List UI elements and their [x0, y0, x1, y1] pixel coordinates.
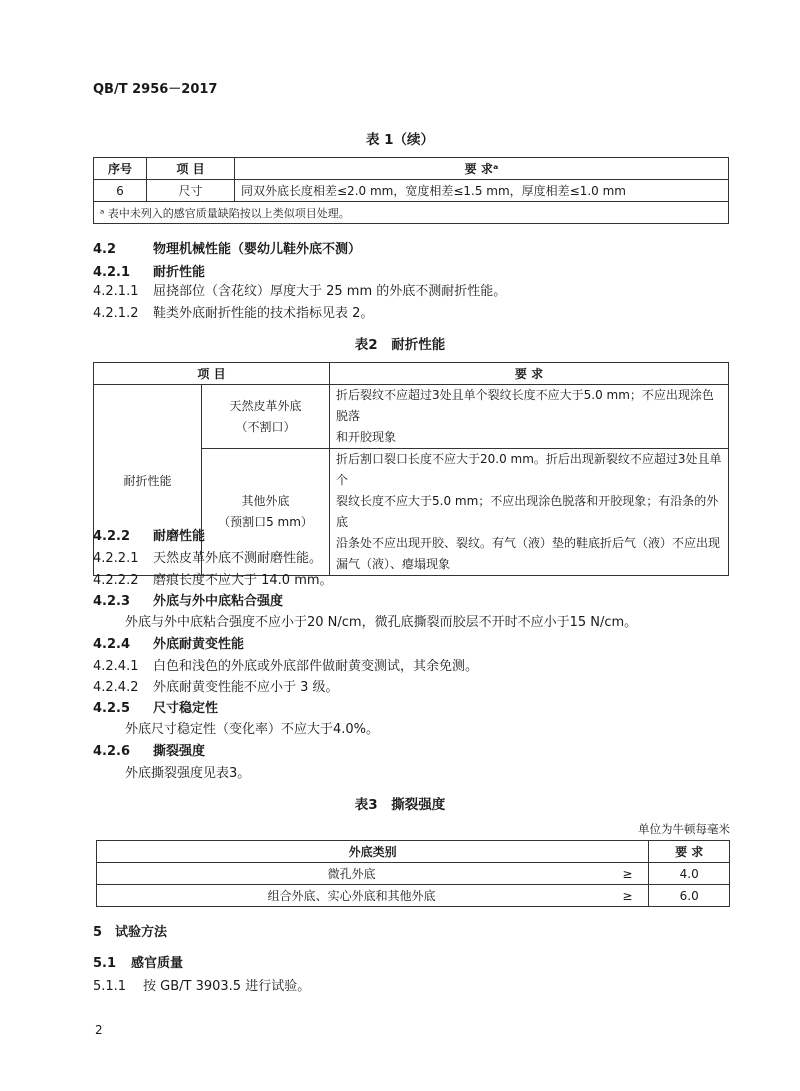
table3-type: 组合外底、实心外底和其他外底 — [97, 885, 607, 907]
section-4-2-5-text: 外底尺寸稳定性（变化率）不应大于4.0%。 — [125, 722, 380, 737]
table2-header-req: 要 求 — [330, 363, 729, 385]
section-number: 4.2 — [93, 242, 117, 257]
section-4-2-4-2 — [93, 676, 339, 695]
section-title: 外底与外中底粘合强度 — [153, 594, 284, 609]
section-number: 4.2.2 — [93, 529, 131, 544]
req-line: 漏气（液）、瘪塌现象 — [336, 557, 451, 571]
section-4-2-4 — [93, 633, 244, 652]
section-number: 4.2.3 — [93, 594, 131, 609]
section-4-2-2-1 — [93, 547, 322, 566]
table1-caption: 表 1（续） — [365, 132, 435, 148]
table3-op: ≥ — [606, 863, 649, 885]
section-text: 外底耐黄变性能不应小于 3 级。 — [153, 680, 339, 695]
table-row — [97, 885, 730, 907]
section-number: 4.2.5 — [93, 701, 131, 716]
section-title: 试验方法 — [115, 925, 168, 940]
section-5 — [93, 921, 167, 940]
sub-item-name: 天然皮革外底 — [229, 398, 302, 413]
table1-cell-req: 同双外底长度相差≤2.0 mm，宽度相差≤1.5 mm，厚度相差≤1.0 mm — [235, 180, 729, 202]
table1 — [93, 157, 729, 224]
section-4-2-2-2 — [93, 569, 333, 588]
section-4-2-6 — [93, 740, 205, 759]
table-row — [94, 385, 729, 449]
section-text: 白色和浅色的外底或外底部件做耐黄变测试，其余免测。 — [153, 659, 479, 674]
table1-header-item: 项 目 — [147, 158, 235, 180]
table2-caption: 表2 耐折性能 — [354, 337, 446, 353]
req-line: 和开胶现象 — [336, 430, 397, 444]
section-4-2-6-text: 外底撕裂强度见表3。 — [125, 766, 251, 781]
section-number: 4.2.1.2 — [93, 306, 139, 321]
section-5-1-1 — [93, 975, 310, 994]
section-text: 按 GB/T 3903.5 进行试验。 — [143, 979, 311, 994]
standard-code: QB/T 2956－2017 — [93, 82, 218, 97]
section-number: 4.2.4.1 — [93, 659, 139, 674]
section-4-2-1 — [93, 261, 205, 280]
section-4-2-1-2 — [93, 302, 373, 321]
table1-cell-item: 尺寸 — [147, 180, 235, 202]
section-5-1 — [93, 952, 183, 971]
table3-type: 微孔外底 — [97, 863, 607, 885]
table2-header-item: 项 目 — [94, 363, 330, 385]
section-number: 4.2.6 — [93, 744, 131, 759]
table2-sub-item — [202, 385, 330, 449]
req-line: 裂纹长度不应大于5.0 mm；不应出现涂色脱落和开胶现象；有沿条的外底 — [336, 494, 719, 529]
section-number: 4.2.1.1 — [93, 284, 139, 299]
section-title: 感官质量 — [131, 956, 184, 971]
table3-header-req: 要 求 — [649, 841, 730, 863]
section-4-2-3 — [93, 590, 283, 609]
section-number: 4.2.4 — [93, 637, 131, 652]
section-title: 尺寸稳定性 — [153, 701, 219, 716]
table-row — [94, 180, 729, 202]
section-text: 屈挠部位（含花纹）厚度大于 25 mm 的外底不测耐折性能。 — [153, 284, 507, 299]
table3 — [96, 840, 730, 907]
section-4-2-1-1 — [93, 280, 506, 299]
table1-cell-no: 6 — [94, 180, 147, 202]
req-line: 折后裂纹不应超过3处且单个裂纹长度不应大于5.0 mm；不应出现涂色脱落 — [336, 388, 714, 423]
req-line: 折后割口裂口长度不应大于20.0 mm。折后出现新裂纹不应超过3处且单个 — [336, 452, 722, 487]
section-text: 鞋类外底耐折性能的技术指标见表 2。 — [153, 306, 374, 321]
sub-item-name: 其他外底 — [241, 494, 290, 508]
section-text: 天然皮革外底不测耐磨性能。 — [153, 551, 323, 566]
section-4-2 — [93, 238, 361, 257]
section-number: 4.2.1 — [93, 265, 131, 280]
section-number: 4.2.2.1 — [93, 551, 139, 566]
section-title: 物理机械性能（婴幼儿鞋外底不测） — [153, 242, 362, 257]
section-title: 撕裂强度 — [153, 744, 206, 759]
sub-item-note: （预割口5 mm） — [218, 515, 313, 529]
section-title: 耐磨性能 — [153, 529, 206, 544]
section-4-2-5 — [93, 697, 218, 716]
section-number: 5.1.1 — [93, 979, 127, 994]
page-number: 2 — [95, 1023, 103, 1037]
table2-req — [330, 385, 729, 449]
section-number: 4.2.4.2 — [93, 680, 139, 695]
table1-header-no: 序号 — [94, 158, 147, 180]
table1-note: ᵃ 表中未列入的感官质量缺陷按以上类似项目处理。 — [94, 202, 729, 224]
table3-caption: 表3 撕裂强度 — [354, 797, 446, 813]
table3-header-type: 外底类别 — [97, 841, 649, 863]
section-number: 5.1 — [93, 956, 117, 971]
section-number: 4.2.2.2 — [93, 573, 139, 588]
table-row — [97, 863, 730, 885]
section-number: 5 — [93, 925, 103, 940]
section-4-2-4-1 — [93, 655, 478, 674]
table3-val: 4.0 — [649, 863, 730, 885]
section-title: 耐折性能 — [153, 265, 206, 280]
table3-op: ≥ — [606, 885, 649, 907]
section-4-2-3-text: 外底与外中底粘合强度不应小于20 N/cm，微孔底撕裂而胶层不开时不应小于15 N/cm。 — [125, 615, 638, 630]
table3-val: 6.0 — [649, 885, 730, 907]
table3-unit: 单位为牛顿每毫米 — [638, 822, 730, 836]
req-line: 沿条处不应出现开胶、裂纹。有气（液）垫的鞋底折后气（液）不应出现 — [336, 536, 721, 550]
section-text: 磨痕长度不应大于 14.0 mm。 — [153, 573, 333, 588]
table1-header-req: 要 求ᵃ — [235, 158, 729, 180]
section-4-2-2 — [93, 525, 205, 544]
table2-req — [330, 449, 729, 576]
sub-item-note: （不割口） — [235, 419, 296, 434]
table2-item: 耐折性能 — [94, 385, 202, 576]
section-title: 外底耐黄变性能 — [153, 637, 245, 652]
